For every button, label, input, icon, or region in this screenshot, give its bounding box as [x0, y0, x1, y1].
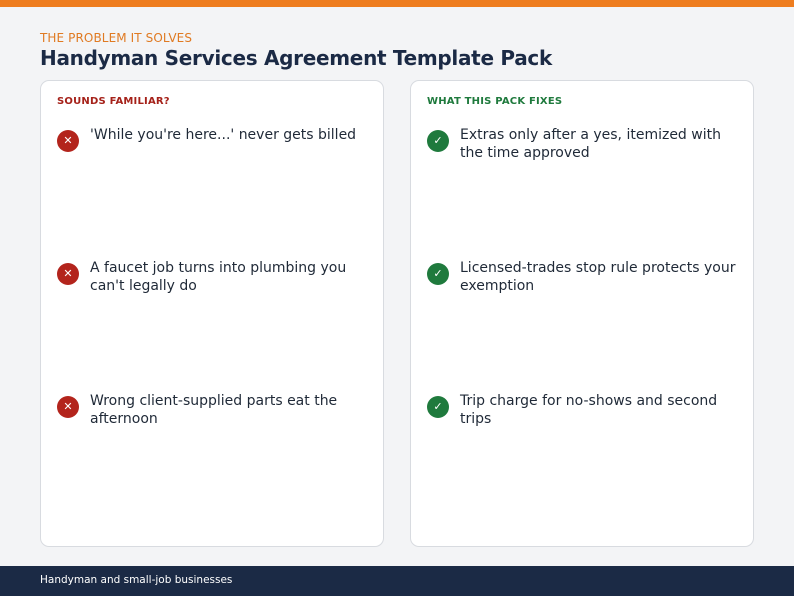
check-mark-icon: ✓ [427, 130, 449, 152]
check-mark-icon: ✓ [427, 396, 449, 418]
problem-item-text: A faucet job turns into plumbing you can't legally do [90, 260, 347, 294]
page-title: Handyman Services Agreement Template Pack [40, 46, 552, 70]
check-mark-icon: ✓ [427, 263, 449, 285]
top-accent-bar [0, 0, 794, 7]
x-mark-icon: ✕ [57, 130, 79, 152]
fix-item-text: Trip charge for no-shows and second trips [460, 393, 718, 427]
fixes-card [410, 80, 754, 547]
x-mark-icon: ✕ [57, 396, 79, 418]
problem-item-text: 'While you're here...' never gets billed [90, 127, 357, 143]
fixes-heading: WHAT THIS PACK FIXES [427, 96, 563, 107]
footer-bar [0, 566, 794, 596]
problem-item-text: Wrong client-supplied parts eat the afternoon [90, 393, 338, 427]
x-mark-icon: ✕ [57, 263, 79, 285]
fix-item-text: Extras only after a yes, itemized with the time approved [460, 127, 721, 161]
fix-item-text: Licensed-trades stop rule protects your exemption [460, 260, 736, 294]
problems-card [40, 80, 384, 547]
footer-text: Handyman and small-job businesses [40, 574, 233, 586]
eyebrow-label: THE PROBLEM IT SOLVES [40, 31, 193, 45]
problems-heading: SOUNDS FAMILIAR? [57, 96, 170, 107]
